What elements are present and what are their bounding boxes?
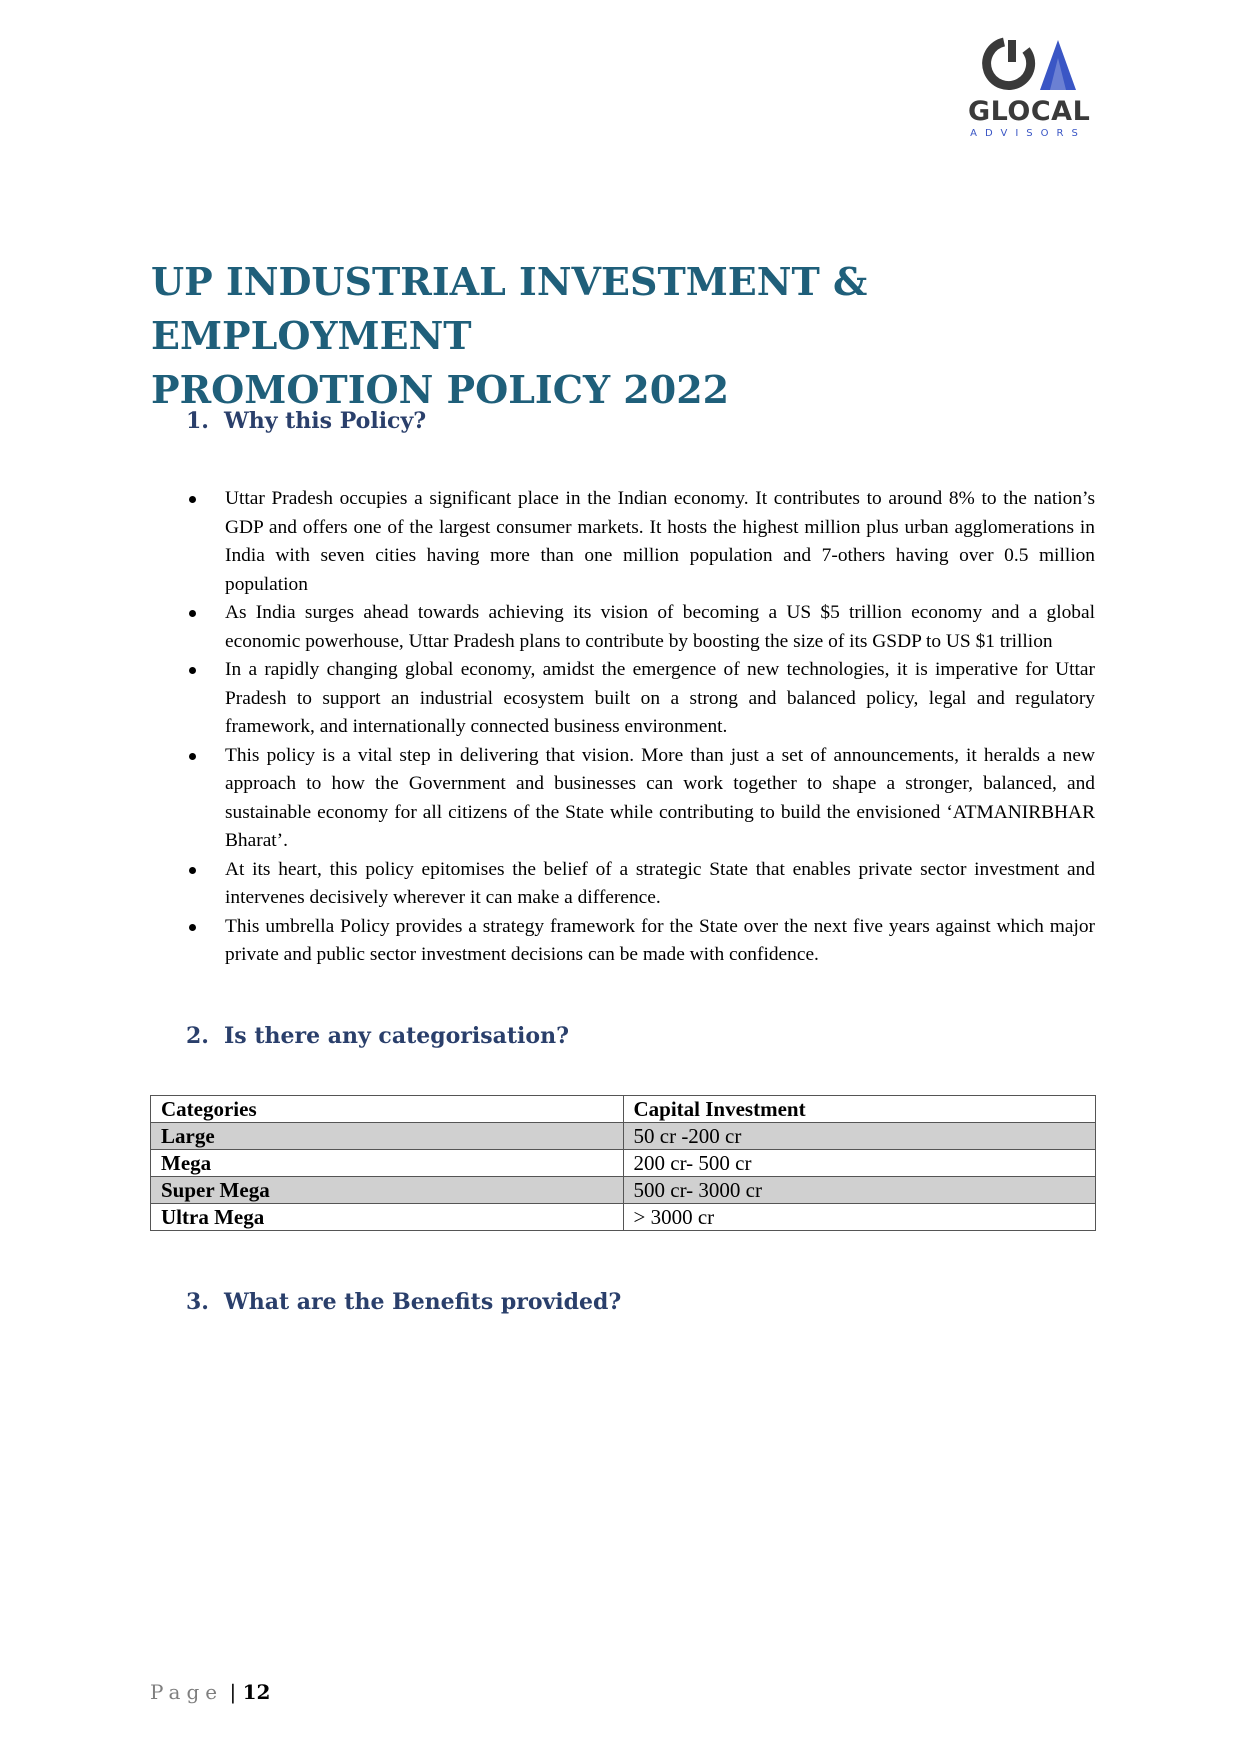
- table-cell: Large: [151, 1123, 624, 1150]
- page-number: 12: [242, 1680, 271, 1704]
- table-row: [151, 1150, 1096, 1177]
- table-row: [151, 1123, 1096, 1150]
- list-item: Uttar Pradesh occupies a significant place in the Indian economy. It contributes to around 8% to the nation’s GDP and offers one of the largest consumer markets. It hosts the highest million plus urban agglomerations in India with seven cities having more than one million population and 7-others having over 0.5 million population: [186, 485, 1095, 599]
- list-item: As India surges ahead towards achieving its vision of becoming a US $5 trillion economy and a global economic powerhouse, Uttar Pradesh plans to contribute by boosting the size of its GSDP to US $1 trillion: [186, 599, 1095, 656]
- list-item: This umbrella Policy provides a strategy framework for the State over the next five years against which major private and public sector investment decisions can be made with confidence.: [186, 913, 1095, 970]
- table-cell: 50 cr -200 cr: [623, 1123, 1096, 1150]
- section-heading-text: What are the Benefits provided?: [224, 1289, 622, 1315]
- bullet-icon: [189, 753, 196, 760]
- section-number: 2.: [186, 1023, 209, 1049]
- section-number: 1.: [186, 408, 209, 434]
- section-heading-text: Why this Policy?: [224, 408, 427, 434]
- table-cell: Ultra Mega: [151, 1204, 624, 1231]
- section-heading-3: [186, 1289, 621, 1315]
- table-cell: > 3000 cr: [623, 1204, 1096, 1231]
- categories-table: [150, 1095, 1096, 1231]
- page-title: [151, 255, 1101, 417]
- table-header: Capital Investment: [623, 1096, 1096, 1123]
- page-separator: |: [229, 1680, 237, 1704]
- table-row: [151, 1177, 1096, 1204]
- section-heading-text: Is there any categorisation?: [224, 1023, 569, 1049]
- list-item: This policy is a vital step in delivering that vision. More than just a set of announcements, it heralds a new approach to how the Government and businesses can work together to shape a stronger, balanced, and sustainable economy for all citizens of the State while contributing to build the envisioned ‘ATMANIRBHAR Bharat’.: [186, 742, 1095, 856]
- glocal-advisors-logo: [968, 36, 1098, 139]
- section-heading-1: [186, 408, 426, 434]
- bullet-icon: [189, 610, 196, 617]
- section-heading-2: [186, 1023, 569, 1049]
- bullet-icon: [189, 667, 196, 674]
- table-header: Categories: [151, 1096, 624, 1123]
- policy-bullet-list: [186, 485, 1095, 970]
- logo-wordmark: GLOCAL: [968, 96, 1091, 127]
- table-cell: Mega: [151, 1150, 624, 1177]
- bullet-icon: [189, 924, 196, 931]
- table-cell: 500 cr- 3000 cr: [623, 1177, 1096, 1204]
- page-title-line2: PROMOTION POLICY 2022: [151, 367, 730, 412]
- table-cell: 200 cr- 500 cr: [623, 1150, 1096, 1177]
- list-item: In a rapidly changing global economy, amidst the emergence of new technologies, it is imperative for Uttar Pradesh to support an industrial ecosystem built on a strong and balanced policy, legal and regulatory framework, and internationally connected business environment.: [186, 656, 1095, 742]
- table-row: [151, 1204, 1096, 1231]
- page-label: Page: [150, 1680, 224, 1704]
- page-title-line1: UP INDUSTRIAL INVESTMENT & EMPLOYMENT: [151, 259, 868, 358]
- bullet-icon: [189, 496, 196, 503]
- logo-tagline: ADVISORS: [970, 128, 1086, 139]
- table-cell: Super Mega: [151, 1177, 624, 1204]
- logo-mark-icon: [982, 36, 1092, 96]
- bullet-icon: [189, 867, 196, 874]
- table-header-row: [151, 1096, 1096, 1123]
- list-item: At its heart, this policy epitomises the belief of a strategic State that enables private sector investment and intervenes decisively wherever it can make a difference.: [186, 856, 1095, 913]
- section-number: 3.: [186, 1289, 209, 1315]
- page-footer: [150, 1680, 270, 1704]
